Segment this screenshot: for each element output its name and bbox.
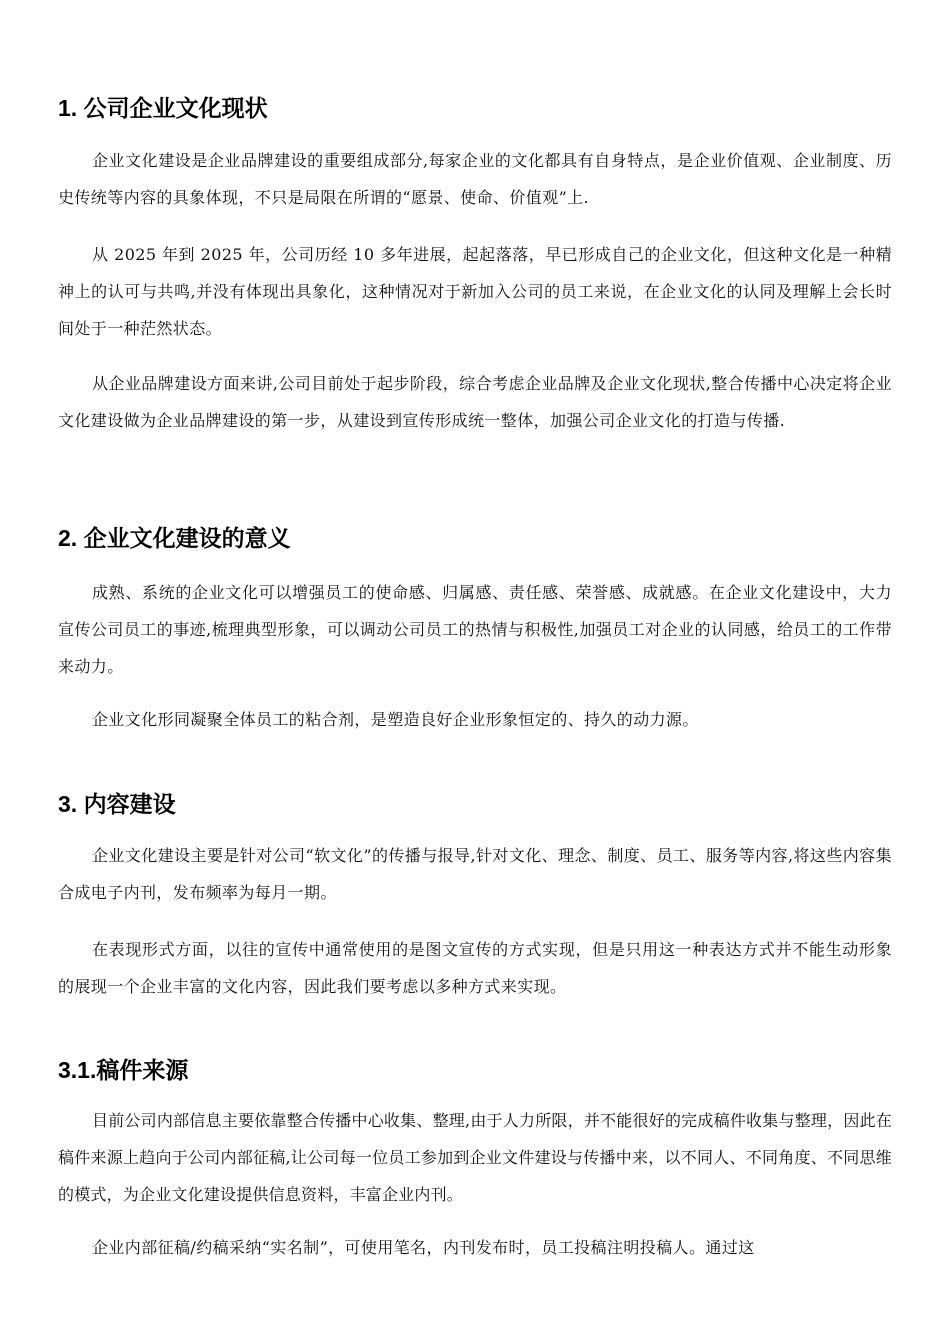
paragraph: 企业文化建设主要是针对公司“软文化”的传播与报导,针对文化、理念、制度、员工、服务等内容,将这些内容集合成电子内刊，发布频率为每月一期。 <box>58 846 892 902</box>
paragraph: 企业文化形同凝聚全体员工的粘合剂，是塑造良好企业形象恒定的、持久的动力源。 <box>92 710 699 729</box>
section-heading: 1. 公司企业文化现状 <box>58 95 268 121</box>
paragraph: 成熟、系统的企业文化可以增强员工的使命感、归属感、责任感、荣誉感、成就感。在企业文化建设中，大力宣传公司员工的事迹,梳理典型形象，可以调动公司员工的热情与积极性,加强员工对企业的认同感，给员工的工作带来动力。 <box>58 583 892 676</box>
section-heading: 2. 企业文化建设的意义 <box>58 525 291 551</box>
paragraph: 企业文化建设是企业品牌建设的重要组成部分,每家企业的文化都具有自身特点，是企业价值观、企业制度、历史传统等内容的具象体现，不只是局限在所谓的“愿景、使命、价值观”上. <box>58 151 892 207</box>
paragraph: 从 2025 年到 2025 年，公司历经 10 多年进展，起起落落，早已形成自己的企业文化，但这种文化是一种精神上的认可与共鸣,并没有体现出具象化，这种情况对于新加入公司的员工来说，在企业文化的认同及理解上会长时间处于一种茫然状态。 <box>58 245 892 338</box>
paragraph: 在表现形式方面，以往的宣传中通常使用的是图文宣传的方式实现，但是只用这一种表达方式并不能生动形象的展现一个企业丰富的文化内容，因此我们要考虑以多种方式来实现。 <box>58 940 892 996</box>
paragraph: 企业内部征稿/约稿采纳“实名制”，可使用笔名，内刊发布时，员工投稿注明投稿人。通过这 <box>92 1238 755 1257</box>
paragraph: 从企业品牌建设方面来讲,公司目前处于起步阶段，综合考虑企业品牌及企业文化现状,整合传播中心决定将企业文化建设做为企业品牌建设的第一步，从建设到宣传形成统一整体，加强公司企业文化的打造与传播. <box>58 374 892 430</box>
paragraph: 目前公司内部信息主要依靠整合传播中心收集、整理,由于人力所限，并不能很好的完成稿件收集与整理，因此在稿件来源上趋向于公司内部征稿,让公司每一位员工参加到企业文件建设与传播中来，以不同人、不同角度、不同思维的模式，为企业文化建设提供信息资料，丰富企业内刊。 <box>58 1111 892 1204</box>
section-heading: 3. 内容建设 <box>58 791 176 817</box>
section-heading: 3.1.稿件来源 <box>58 1057 189 1083</box>
